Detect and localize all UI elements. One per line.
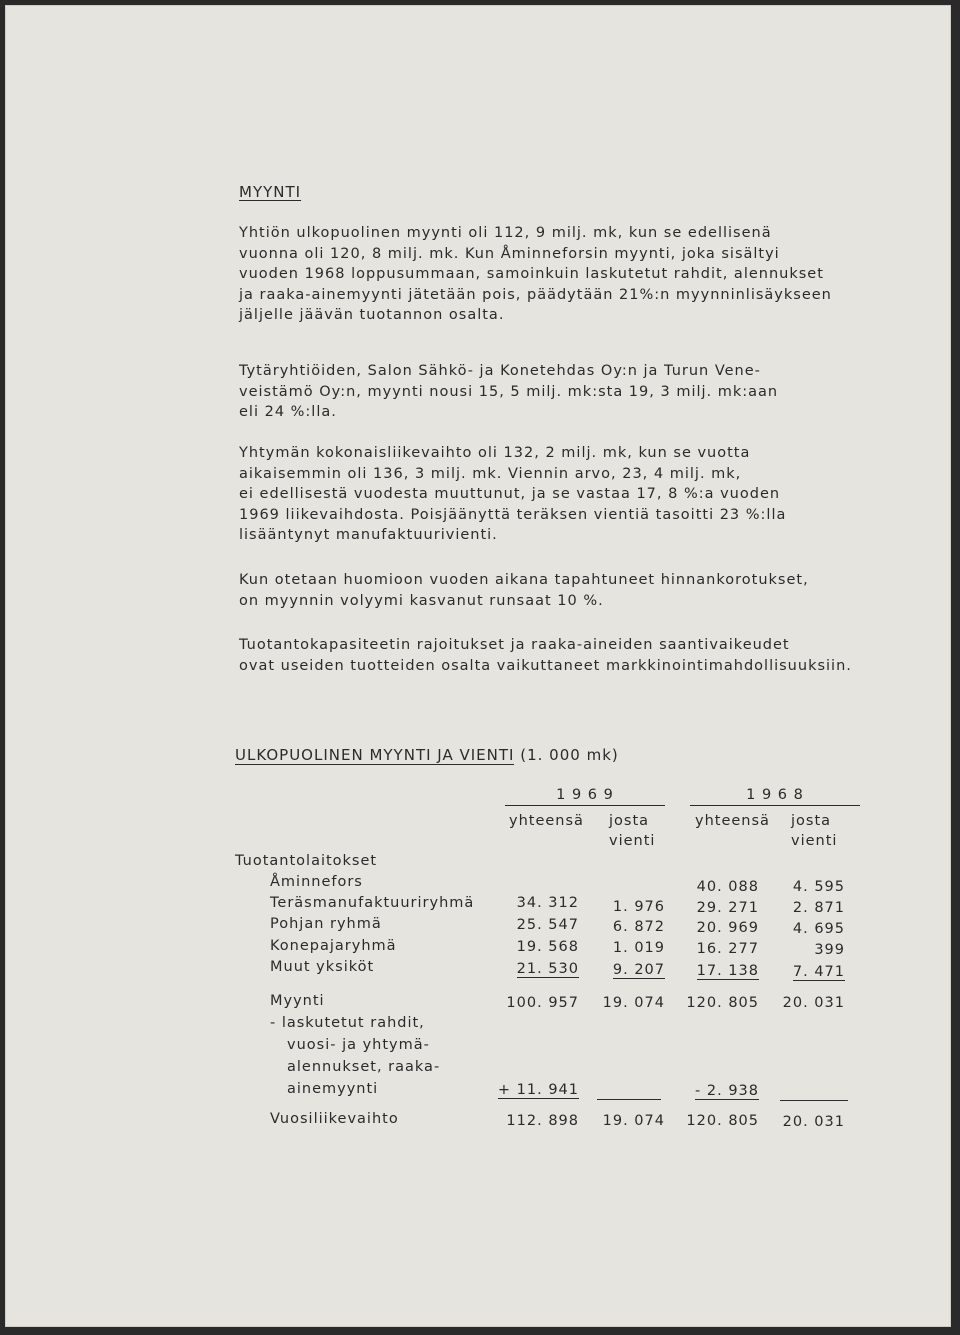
year-header-1969: 1 9 6 9 (556, 787, 614, 803)
cell-yhteensa-1969: 100. 957 (506, 995, 579, 1011)
cell-value: 9. 207 (612, 962, 665, 978)
cell-yhteensa-1968: 29. 271 (696, 900, 759, 916)
group-label: Tuotantolaitokset (235, 853, 378, 869)
cell-value: 7. 471 (792, 964, 845, 980)
paragraph-2 (239, 361, 778, 423)
row-label: Konepajaryhmä (270, 938, 397, 954)
cell-yhteensa-1968: 120. 805 (686, 1113, 759, 1129)
text-line: vuoden 1968 loppusummaan, samoinkuin laskutetut rahdit, alennukset (239, 266, 824, 282)
blank-rule (780, 1100, 848, 1101)
cell-yhteensa-1968: 120. 805 (686, 995, 759, 1011)
cell-vienti-1969: 1. 976 (612, 899, 665, 915)
deduction-label-line: alennukset, raaka- (287, 1059, 441, 1075)
text-line: Yhtiön ulkopuolinen myynti oli 112, 9 milj. mk, kun se edellisenä (239, 225, 772, 241)
text-line: on myynnin volyymi kasvanut runsaat 10 %. (239, 592, 604, 609)
cell-vienti-1969: 19. 074 (602, 995, 665, 1011)
cell-vienti-1968 (765, 962, 845, 982)
cell-vienti-1969: 6. 872 (612, 919, 665, 935)
paragraph-3 (239, 443, 786, 546)
document-page (5, 5, 951, 1327)
row-label: Teräsmanufaktuuriryhmä (270, 895, 475, 911)
cell-value: - 2. 938 (695, 1083, 759, 1099)
text-line: jäljelle jäävän tuotannon osalta. (239, 307, 505, 323)
cell-vienti-1969: 19. 074 (602, 1113, 665, 1129)
cell-yhteensa-1968 (665, 1081, 759, 1101)
deduction-label-line: - laskutetut rahdit, (270, 1015, 425, 1031)
cell-yhteensa-1969 (475, 1080, 579, 1100)
cell-vienti-1969 (585, 960, 665, 980)
cell-yhteensa-1968: 20. 969 (696, 920, 759, 936)
cell-yhteensa-1969: 34. 312 (516, 895, 579, 911)
cell-yhteensa-1969 (485, 959, 579, 979)
cell-yhteensa-1968: 40. 088 (696, 879, 759, 895)
text-line: Yhtymän kokonaisliikevaihto oli 132, 2 milj. mk, kun se vuotta (239, 445, 751, 461)
cell-yhteensa-1969: 19. 568 (516, 939, 579, 955)
text-line: Tytäryhtiöiden, Salon Sähkö- ja Konetehdas Oy:n ja Turun Vene- (239, 363, 761, 379)
cell-value: + 11. 941 (497, 1082, 579, 1098)
text-line: ei edellisestä vuodesta muuttunut, ja se vastaa 17, 8 %:a vuoden (239, 486, 781, 502)
text-line: eli 24 %:lla. (239, 404, 337, 420)
cell-vienti-1968: 20. 031 (782, 995, 845, 1011)
text-line: aikaisemmin oli 136, 3 milj. mk. Viennin arvo, 23, 4 milj. mk, (239, 465, 742, 482)
col-header-vienti-1968: vienti (791, 833, 838, 849)
blank-rule (597, 1099, 661, 1100)
cell-yhteensa-1968 (665, 961, 759, 981)
row-label: Vuosiliikevaihto (270, 1111, 399, 1127)
cell-value: 17. 138 (696, 963, 759, 979)
paragraph-1 (239, 223, 832, 326)
paragraph-5 (239, 635, 852, 676)
text-line: veistämö Oy:n, myynti nousi 15, 5 milj. mk:sta 19, 3 milj. mk:aan (239, 383, 779, 400)
text-line: ovat useiden tuotteiden osalta vaikuttaneet markkinointimahdollisuuksiin. (239, 657, 852, 674)
cell-vienti-1968: 20. 031 (782, 1114, 845, 1130)
col-header-josta-1968: josta (791, 813, 832, 829)
col-header-vienti-1969: vienti (609, 833, 656, 849)
row-label: Åminnefors (270, 874, 363, 890)
row-label: Myynti (270, 993, 325, 1009)
cell-yhteensa-1968: 16. 277 (696, 941, 759, 957)
table-heading: ULKOPUOLINEN MYYNTI JA VIENTI (235, 746, 515, 764)
row-label: Muut yksiköt (270, 959, 375, 975)
deduction-label-line: ainemyynti (287, 1081, 379, 1097)
year-header-1968: 1 9 6 8 (746, 787, 804, 803)
cell-yhteensa-1969: 112. 898 (506, 1113, 579, 1129)
row-label: Pohjan ryhmä (270, 916, 382, 932)
deduction-label-line: vuosi- ja yhtymä- (287, 1037, 430, 1053)
text-line: 1969 liikevaihdosta. Poisjäänyttä teräksen vientiä tasoitti 23 %:lla (239, 506, 787, 523)
text-line: ja raaka-ainemyynti jätetään pois, päädytään 21%:n myynninlisäykseen (239, 286, 832, 303)
col-header-yhteensa-1968: yhteensä (695, 813, 770, 829)
table-heading-unit: (1. 000 mk) (520, 746, 619, 764)
text-line: Tuotantokapasiteetin rajoitukset ja raaka-aineiden saantivaikeudet (239, 637, 790, 653)
cell-vienti-1969: 1. 019 (612, 940, 665, 956)
col-header-yhteensa-1969: yhteensä (509, 813, 584, 829)
text-line: lisääntynyt manufaktuurivienti. (239, 527, 498, 543)
cell-vienti-1968: 4. 695 (792, 921, 845, 937)
text-line: vuonna oli 120, 8 milj. mk. Kun Åminneforsin myynti, joka sisältyi (239, 245, 780, 262)
year-rule (690, 805, 860, 806)
section-heading-myynti: MYYNTI (239, 183, 302, 201)
cell-value: 21. 530 (516, 961, 579, 977)
year-rule (505, 805, 665, 806)
cell-vienti-1968: 2. 871 (792, 900, 845, 916)
table-title (235, 745, 619, 765)
col-header-josta-1969: josta (609, 813, 650, 829)
text-line: Kun otetaan huomioon vuoden aikana tapahtuneet hinnankorotukset, (239, 572, 809, 588)
cell-vienti-1968: 399 (814, 942, 845, 958)
cell-vienti-1968: 4. 595 (792, 879, 845, 895)
cell-yhteensa-1969: 25. 547 (516, 917, 579, 933)
paragraph-4 (239, 570, 809, 611)
